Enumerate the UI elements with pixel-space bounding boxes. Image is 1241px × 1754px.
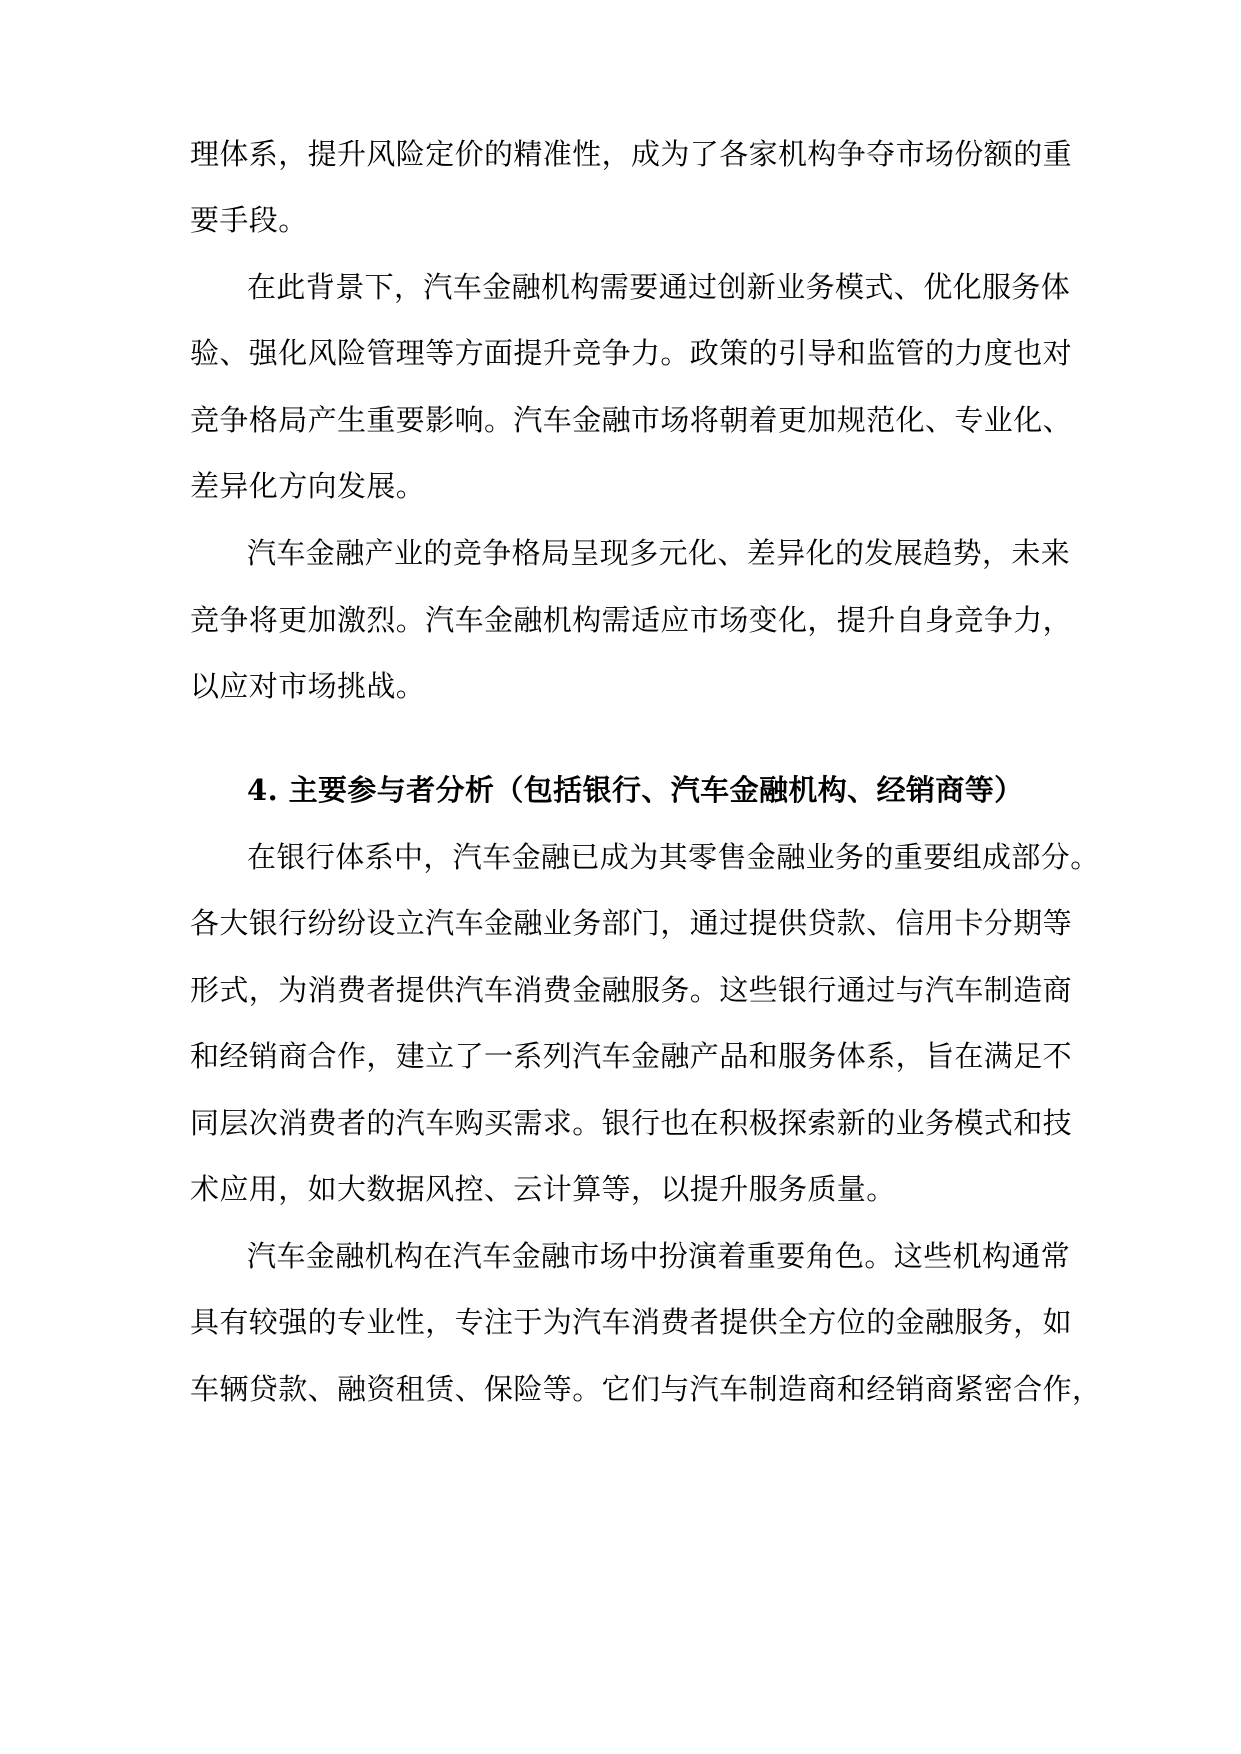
paragraph-line: 以应对市场挑战。 [190, 669, 426, 703]
paragraph-line: 汽车金融产业的竞争格局呈现多元化、差异化的发展趋势，未来 [247, 536, 1071, 570]
paragraph-line: 理体系，提升风险定价的精准性，成为了各家机构争夺市场份额的重 [190, 137, 1073, 171]
paragraph-line: 在此背景下，汽车金融机构需要通过创新业务模式、优化服务体 [247, 270, 1071, 304]
paragraph-line: 各大银行纷纷设立汽车金融业务部门，通过提供贷款、信用卡分期等 [190, 906, 1073, 940]
paragraph-line: 车辆贷款、融资租赁、保险等。它们与汽车制造商和经销商紧密合作， [190, 1372, 1102, 1406]
paragraph-line: 同层次消费者的汽车购买需求。银行也在积极探索新的业务模式和技 [190, 1106, 1073, 1140]
paragraph-line: 差异化方向发展。 [190, 469, 426, 503]
paragraph-line: 术应用，如大数据风控、云计算等，以提升服务质量。 [190, 1172, 896, 1206]
paragraph-line: 和经销商合作，建立了一系列汽车金融产品和服务体系，旨在满足不 [190, 1039, 1073, 1073]
paragraph-line: 汽车金融机构在汽车金融市场中扮演着重要角色。这些机构通常 [247, 1239, 1071, 1273]
section-heading: 4. 主要参与者分析（包括银行、汽车金融机构、经销商等） [247, 773, 1024, 807]
paragraph-line: 要手段。 [190, 203, 308, 237]
paragraph-line: 竞争格局产生重要影响。汽车金融市场将朝着更加规范化、专业化、 [190, 403, 1073, 437]
paragraph-line: 具有较强的专业性，专注于为汽车消费者提供全方位的金融服务，如 [190, 1305, 1073, 1339]
paragraph-line: 竞争将更加激烈。汽车金融机构需适应市场变化，提升自身竞争力， [190, 603, 1073, 637]
paragraph-line: 在银行体系中，汽车金融已成为其零售金融业务的重要组成部分。 [247, 840, 1100, 874]
paragraph-line: 形式，为消费者提供汽车消费金融服务。这些银行通过与汽车制造商 [190, 973, 1073, 1007]
paragraph-line: 验、强化风险管理等方面提升竞争力。政策的引导和监管的力度也对 [190, 336, 1073, 370]
